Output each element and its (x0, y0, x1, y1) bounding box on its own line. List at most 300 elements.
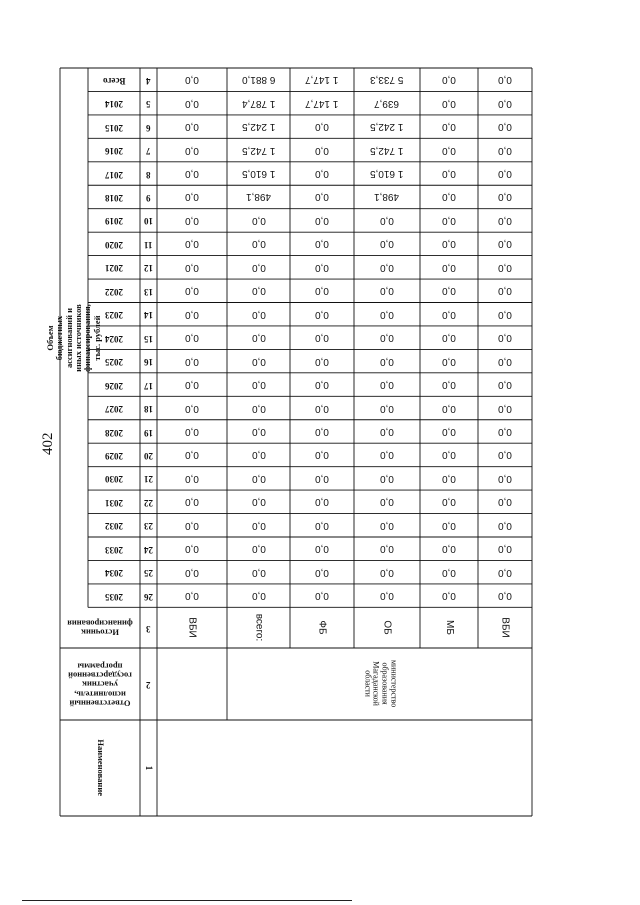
year-label-text: 2016 (105, 146, 123, 156)
year-label (88, 443, 140, 466)
year-column-number (140, 490, 157, 513)
value-cell (227, 68, 290, 91)
value-cell-text: 0,0 (498, 496, 512, 508)
value-cell-text: 0,0 (442, 74, 456, 86)
year-label (88, 490, 140, 513)
value-cell (227, 584, 290, 607)
value-cell (478, 560, 532, 583)
year-column-number (140, 326, 157, 349)
value-cell (478, 115, 532, 138)
value-cell-text: 0,0 (442, 285, 456, 297)
year-label (88, 349, 140, 372)
value-cell (420, 256, 478, 279)
value-cell (354, 162, 420, 185)
value-cell (354, 349, 420, 372)
value-cell (420, 162, 478, 185)
year-column-number (140, 514, 157, 537)
value-cell (227, 138, 290, 161)
executor-column-number (140, 648, 157, 720)
value-cell-text: 0,0 (185, 379, 199, 391)
value-cell-text: 0,0 (442, 332, 456, 344)
value-cell-text: 0,0 (251, 308, 266, 320)
value-cell-text: 0,0 (442, 590, 456, 602)
executor-header (60, 648, 140, 720)
value-cell (478, 185, 532, 208)
year-column-number-text: 19 (144, 427, 153, 438)
value-cell-text: 0,0 (315, 214, 329, 226)
year-label-text: 2031 (105, 497, 123, 508)
value-cell-text: 498,1 (245, 191, 272, 203)
value-cell-text: 0,0 (315, 144, 329, 156)
value-cell-text: 0,0 (380, 449, 394, 461)
value-cell-text: 0,0 (251, 590, 266, 602)
value-cell (290, 279, 354, 302)
year-label (88, 115, 140, 138)
year-column-number-text: 4 (146, 75, 151, 86)
value-cell-text: 0,0 (498, 97, 512, 109)
value-cell-text: 0,0 (442, 425, 456, 437)
year-label-text: 2015 (105, 122, 123, 133)
value-cell (420, 91, 478, 114)
value-cell-text: 0,0 (315, 566, 329, 578)
value-cell-text: 0,0 (442, 496, 456, 508)
value-cell-text: 0,0 (442, 308, 456, 320)
value-cell (354, 537, 420, 560)
value-cell (290, 420, 354, 443)
year-label-text: 2030 (105, 474, 123, 485)
value-cell-text: 0,0 (442, 543, 456, 555)
year-label-text: 2014 (105, 99, 123, 110)
value-cell-text: 0,0 (380, 472, 394, 484)
value-cell-text: 0,0 (498, 261, 512, 273)
year-column-number-text: 24 (144, 544, 153, 555)
executor-column-number-text: 2 (146, 679, 151, 690)
value-cell (478, 396, 532, 419)
value-cell-text: 0,0 (185, 238, 199, 250)
value-cell (227, 420, 290, 443)
source-column-number (140, 607, 157, 648)
name-column-number-text: 1 (144, 765, 155, 771)
year-column-number (140, 256, 157, 279)
year-label-text: 2018 (105, 192, 123, 203)
year-column-number-text: 15 (144, 333, 153, 344)
value-cell-text: 0,0 (442, 449, 456, 461)
value-cell (354, 467, 420, 490)
year-label (88, 303, 140, 326)
value-cell-text: 0,0 (185, 121, 199, 133)
year-label-text: 2026 (105, 380, 123, 391)
value-cell (290, 232, 354, 255)
value-cell-text: 0,0 (185, 355, 199, 367)
source-header (60, 607, 140, 648)
value-cell (354, 91, 420, 114)
value-cell-text: 0,0 (185, 191, 199, 203)
year-label-text: 2033 (105, 544, 123, 555)
value-cell-text: 0,0 (442, 402, 456, 414)
value-cell-text: 0,0 (315, 191, 329, 203)
value-cell (157, 232, 227, 255)
value-cell (227, 396, 290, 419)
value-cell-text: 0,0 (251, 238, 266, 250)
value-cell (420, 490, 478, 513)
value-cell-text: 0,0 (498, 355, 512, 367)
year-column-number (140, 560, 157, 583)
value-cell-text: 0,0 (185, 590, 199, 602)
value-cell-text: 0,0 (498, 519, 512, 531)
value-cell-text: 0,0 (498, 74, 512, 86)
value-cell (157, 514, 227, 537)
value-cell-text: 0,0 (185, 261, 199, 273)
year-column-number (140, 68, 157, 91)
value-cell (354, 560, 420, 583)
value-cell (354, 420, 420, 443)
value-cell-text: 0,0 (498, 121, 512, 133)
year-column-number (140, 232, 157, 255)
year-label-text: 2025 (105, 357, 123, 368)
value-cell (420, 68, 478, 91)
value-cell-text: 0,0 (251, 261, 266, 273)
value-cell (478, 373, 532, 396)
value-cell-text: 0,0 (185, 566, 199, 578)
name-header-text: Наименование (95, 739, 106, 797)
value-cell-text: 0,0 (315, 308, 329, 320)
value-cell (478, 490, 532, 513)
year-label-text: 2022 (105, 286, 123, 297)
value-cell-text: 0,0 (185, 97, 199, 109)
year-label (88, 396, 140, 419)
value-cell (290, 185, 354, 208)
source-label-text: всего: (253, 613, 264, 642)
year-column-number-text: 17 (144, 380, 153, 391)
year-label (88, 373, 140, 396)
value-cell (354, 443, 420, 466)
value-cell-text: 0,0 (315, 590, 329, 602)
value-cell (420, 420, 478, 443)
value-cell (478, 232, 532, 255)
value-cell (354, 115, 420, 138)
year-column-number-text: 10 (144, 216, 153, 227)
value-cell (354, 584, 420, 607)
value-cell-text: 0,0 (251, 214, 266, 226)
value-cell-text: 1 242,5 (370, 121, 404, 133)
value-cell-text: 0,0 (380, 261, 394, 273)
value-cell (420, 232, 478, 255)
value-cell-text: 0,0 (185, 168, 199, 180)
value-cell (354, 303, 420, 326)
year-label (88, 68, 140, 91)
year-column-number-text: 26 (144, 591, 153, 602)
source-label-text: ВБИ (186, 617, 198, 638)
value-cell (478, 420, 532, 443)
value-cell (157, 162, 227, 185)
value-cell-text: 0,0 (185, 308, 199, 320)
year-column-number-text: 23 (144, 521, 153, 532)
year-column-number (140, 584, 157, 607)
value-cell-text: 0,0 (251, 379, 266, 391)
value-cell (157, 138, 227, 161)
year-label (88, 138, 140, 161)
value-cell-text: 0,0 (498, 590, 512, 602)
year-label (88, 514, 140, 537)
year-label (88, 185, 140, 208)
source-label-text: МБ (443, 620, 455, 636)
value-cell-text: 0,0 (315, 519, 329, 531)
value-cell-text: 1 242,5 (241, 121, 276, 133)
value-cell (354, 138, 420, 161)
value-cell (157, 209, 227, 232)
value-cell (227, 256, 290, 279)
value-cell-text: 0,0 (185, 74, 199, 86)
value-cell (478, 68, 532, 91)
value-cell-text: 0,0 (251, 402, 266, 414)
value-cell-text: 498,1 (374, 191, 400, 203)
year-label (88, 537, 140, 560)
year-column-number-text: 21 (144, 474, 153, 485)
value-cell-text: 0,0 (442, 168, 456, 180)
value-cell (157, 326, 227, 349)
year-column-number-text: 20 (144, 450, 153, 461)
value-cell (354, 209, 420, 232)
year-label-text: 2019 (105, 216, 123, 227)
value-cell-text: 0,0 (251, 543, 266, 555)
value-cell-text: 0,0 (498, 168, 512, 180)
value-cell (227, 185, 290, 208)
year-label (88, 162, 140, 185)
value-cell-text: 1 742,5 (241, 144, 276, 156)
value-cell (478, 584, 532, 607)
executor-header-text: Ответственный исполнитель, участник государственной программы (68, 660, 132, 709)
value-cell-text: 0,0 (185, 402, 199, 414)
year-column-number (140, 185, 157, 208)
value-cell (354, 373, 420, 396)
value-cell (227, 303, 290, 326)
value-cell (290, 537, 354, 560)
value-cell (354, 396, 420, 419)
year-column-number (140, 467, 157, 490)
value-cell (227, 537, 290, 560)
year-label (88, 467, 140, 490)
value-cell-text: 0,0 (498, 402, 512, 414)
value-cell-text: 0,0 (251, 285, 266, 297)
value-cell (354, 514, 420, 537)
source-label (227, 607, 290, 648)
value-cell (290, 490, 354, 513)
value-cell (157, 560, 227, 583)
value-cell-text: 0,0 (185, 472, 199, 484)
value-cell (478, 303, 532, 326)
value-cell (420, 279, 478, 302)
value-cell-text: 0,0 (315, 285, 329, 297)
value-cell-text: 5 733,3 (370, 74, 404, 86)
name-header (60, 720, 140, 816)
value-cell (157, 490, 227, 513)
value-cell-text: 0,0 (380, 425, 394, 437)
group-header-text: Объем бюджетных ассигнований и иных источников финансирования, тыс. рублей (44, 303, 102, 372)
value-cell-text: 0,0 (315, 496, 329, 508)
value-cell (290, 349, 354, 372)
value-cell-text: 0,0 (498, 379, 512, 391)
value-cell-text: 0,0 (380, 543, 394, 555)
year-label (88, 256, 140, 279)
value-cell (420, 185, 478, 208)
value-cell (290, 396, 354, 419)
value-cell (227, 279, 290, 302)
value-cell-text: 0,0 (498, 238, 512, 250)
year-column-number (140, 303, 157, 326)
year-column-number (140, 349, 157, 372)
value-cell-text: 0,0 (185, 144, 199, 156)
footer-divider (22, 900, 352, 901)
year-label (88, 209, 140, 232)
value-cell (290, 162, 354, 185)
value-cell-text: 0,0 (380, 285, 394, 297)
value-cell-text: 0,0 (185, 285, 199, 297)
value-cell-text: 0,0 (315, 472, 329, 484)
value-cell-text: 0,0 (498, 425, 512, 437)
value-cell (354, 256, 420, 279)
year-label-text: 2023 (105, 310, 123, 321)
source-label (354, 607, 420, 648)
source-label (478, 607, 532, 648)
value-cell (157, 396, 227, 419)
value-cell (157, 443, 227, 466)
value-cell (290, 91, 354, 114)
value-cell (354, 68, 420, 91)
source-header-text: Источник финансирования (67, 618, 133, 638)
value-cell (290, 467, 354, 490)
value-cell (478, 91, 532, 114)
value-cell-text: 0,0 (380, 332, 394, 344)
value-cell (420, 443, 478, 466)
value-cell (227, 373, 290, 396)
value-cell-text: 0,0 (380, 379, 394, 391)
source-label (157, 607, 227, 648)
value-cell (157, 537, 227, 560)
value-cell-text: 0,0 (380, 238, 394, 250)
value-cell (354, 232, 420, 255)
value-cell (290, 326, 354, 349)
value-cell (157, 467, 227, 490)
year-column-number (140, 162, 157, 185)
value-cell-text: 1 610,5 (370, 168, 404, 180)
value-cell-text: 639,7 (374, 97, 400, 109)
value-cell-text: 0,0 (251, 425, 266, 437)
value-cell (290, 256, 354, 279)
value-cell (227, 232, 290, 255)
value-cell (354, 279, 420, 302)
value-cell-text: 0,0 (442, 191, 456, 203)
value-cell (290, 373, 354, 396)
year-label-text: 2029 (105, 450, 123, 461)
value-cell-text: 0,0 (498, 332, 512, 344)
year-column-number (140, 91, 157, 114)
executor-value-text: министерство образования Магаданской области (362, 660, 399, 708)
value-cell-text: 0,0 (315, 449, 329, 461)
value-cell (157, 420, 227, 443)
value-cell (420, 467, 478, 490)
value-cell-text: 0,0 (185, 214, 199, 226)
value-cell (420, 138, 478, 161)
value-cell-text: 0,0 (380, 214, 394, 226)
value-cell (420, 373, 478, 396)
value-cell (478, 467, 532, 490)
year-label-text: 2021 (105, 263, 123, 274)
value-cell (227, 115, 290, 138)
value-cell-text: 0,0 (380, 308, 394, 320)
value-cell (157, 349, 227, 372)
value-cell (227, 349, 290, 372)
year-column-number-text: 12 (144, 263, 153, 274)
value-cell (478, 349, 532, 372)
year-column-number-text: 9 (146, 192, 151, 203)
value-cell-text: 0,0 (251, 566, 266, 578)
value-cell-text: 0,0 (251, 472, 266, 484)
value-cell-text: 1 147,7 (305, 97, 339, 109)
value-cell (354, 185, 420, 208)
value-cell-text: 0,0 (315, 261, 329, 273)
year-column-number (140, 396, 157, 419)
value-cell-text: 0,0 (380, 402, 394, 414)
value-cell (227, 467, 290, 490)
year-column-number (140, 138, 157, 161)
value-cell-text: 0,0 (315, 402, 329, 414)
value-cell-text: 0,0 (185, 425, 199, 437)
value-cell (478, 443, 532, 466)
value-cell (227, 209, 290, 232)
value-cell-text: 0,0 (251, 519, 266, 531)
value-cell-text: 0,0 (251, 332, 266, 344)
value-cell (420, 115, 478, 138)
value-cell (420, 560, 478, 583)
value-cell-text: 0,0 (442, 214, 456, 226)
value-cell (420, 584, 478, 607)
value-cell (478, 326, 532, 349)
value-cell-text: 0,0 (315, 379, 329, 391)
source-label (420, 607, 478, 648)
value-cell-text: 0,0 (380, 496, 394, 508)
value-cell (290, 443, 354, 466)
value-cell-text: 0,0 (498, 191, 512, 203)
year-label-text: 2034 (105, 568, 123, 579)
year-label-text: 2035 (105, 591, 123, 602)
year-label (88, 279, 140, 302)
year-column-number-text: 22 (144, 497, 153, 508)
year-label-text: 2017 (105, 169, 123, 180)
value-cell (227, 443, 290, 466)
value-cell (290, 584, 354, 607)
source-label-text: ОБ (381, 620, 393, 635)
value-cell-text: 0,0 (498, 449, 512, 461)
value-cell-text: 0,0 (442, 355, 456, 367)
value-cell-text: 0,0 (380, 355, 394, 367)
value-cell (290, 560, 354, 583)
value-cell (157, 373, 227, 396)
value-cell (420, 326, 478, 349)
value-cell-text: 0,0 (498, 566, 512, 578)
year-column-number-text: 6 (146, 122, 151, 133)
year-column-number (140, 443, 157, 466)
value-cell (227, 326, 290, 349)
value-cell-text: 0,0 (442, 238, 456, 250)
value-cell-text: 0,0 (315, 355, 329, 367)
value-cell-text: 0,0 (251, 449, 266, 461)
value-cell (420, 537, 478, 560)
value-cell-text: 0,0 (185, 449, 199, 461)
executor-value (227, 648, 532, 720)
year-column-number (140, 279, 157, 302)
value-cell (290, 303, 354, 326)
source-label-text: ФБ (316, 620, 328, 635)
